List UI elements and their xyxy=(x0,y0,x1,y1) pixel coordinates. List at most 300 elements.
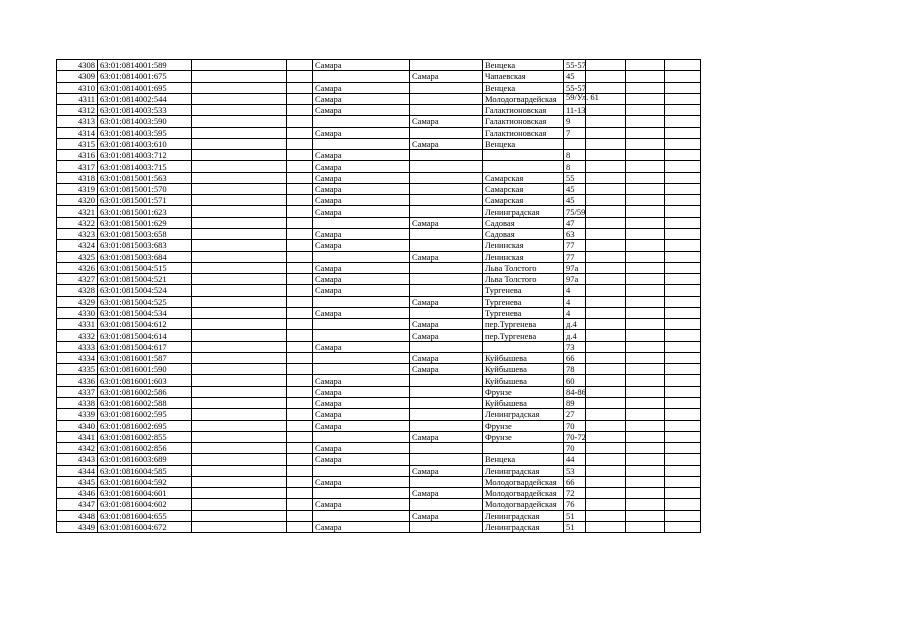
empty-cell[interactable] xyxy=(287,476,313,487)
cadastral-number-cell[interactable]: 63:01:0815003:658 xyxy=(98,228,192,239)
empty-cell[interactable] xyxy=(192,274,287,285)
empty-cell[interactable] xyxy=(665,150,701,161)
street-cell[interactable]: Тургенева xyxy=(483,285,564,296)
empty-cell[interactable] xyxy=(192,105,287,116)
empty-cell[interactable] xyxy=(586,150,626,161)
street-cell[interactable]: Куйбышева xyxy=(483,375,564,386)
house-number-cell[interactable]: д.4 xyxy=(564,319,586,330)
empty-cell[interactable] xyxy=(665,172,701,183)
empty-cell[interactable] xyxy=(665,431,701,442)
empty-cell[interactable] xyxy=(192,476,287,487)
empty-cell[interactable] xyxy=(665,240,701,251)
empty-cell[interactable] xyxy=(287,499,313,510)
empty-cell[interactable] xyxy=(586,386,626,397)
city-alt-cell[interactable] xyxy=(410,228,483,239)
empty-cell[interactable] xyxy=(665,476,701,487)
empty-cell[interactable] xyxy=(586,262,626,273)
empty-cell[interactable] xyxy=(192,488,287,499)
house-number-cell[interactable]: 63 xyxy=(564,228,586,239)
empty-cell[interactable] xyxy=(586,330,626,341)
empty-cell[interactable] xyxy=(626,228,665,239)
city-cell[interactable] xyxy=(313,319,410,330)
city-alt-cell[interactable] xyxy=(410,341,483,352)
cadastral-number-cell[interactable]: 63:01:0815004:525 xyxy=(98,296,192,307)
house-number-cell[interactable]: 51 xyxy=(564,510,586,521)
street-cell[interactable]: Садовая xyxy=(483,217,564,228)
empty-cell[interactable] xyxy=(192,116,287,127)
empty-cell[interactable] xyxy=(192,499,287,510)
house-number-cell[interactable]: 55-57 xyxy=(564,60,586,71)
cadastral-number-cell[interactable]: 63:01:0814003:590 xyxy=(98,116,192,127)
row-number-cell[interactable]: 4344 xyxy=(57,465,98,476)
row-number-cell[interactable]: 4339 xyxy=(57,409,98,420)
cadastral-number-cell[interactable]: 63:01:0816001:590 xyxy=(98,364,192,375)
empty-cell[interactable] xyxy=(626,409,665,420)
house-number-cell[interactable]: д.4 xyxy=(564,330,586,341)
empty-cell[interactable] xyxy=(626,431,665,442)
empty-cell[interactable] xyxy=(626,465,665,476)
empty-cell[interactable] xyxy=(626,476,665,487)
row-number-cell[interactable]: 4349 xyxy=(57,521,98,532)
house-number-cell[interactable]: 78 xyxy=(564,364,586,375)
empty-cell[interactable] xyxy=(665,386,701,397)
empty-cell[interactable] xyxy=(586,183,626,194)
empty-cell[interactable] xyxy=(626,499,665,510)
empty-cell[interactable] xyxy=(665,82,701,93)
house-number-cell[interactable]: 47 xyxy=(564,217,586,228)
row-number-cell[interactable]: 4345 xyxy=(57,476,98,487)
empty-cell[interactable] xyxy=(586,296,626,307)
empty-cell[interactable] xyxy=(626,71,665,82)
street-cell[interactable]: Ленинградская xyxy=(483,521,564,532)
city-cell[interactable]: Самара xyxy=(313,150,410,161)
empty-cell[interactable] xyxy=(192,431,287,442)
city-cell[interactable]: Самара xyxy=(313,240,410,251)
empty-cell[interactable] xyxy=(192,397,287,408)
empty-cell[interactable] xyxy=(287,285,313,296)
house-number-cell[interactable]: 84-86 xyxy=(564,386,586,397)
empty-cell[interactable] xyxy=(665,364,701,375)
city-cell[interactable]: Самара xyxy=(313,127,410,138)
row-number-cell[interactable]: 4309 xyxy=(57,71,98,82)
empty-cell[interactable] xyxy=(665,307,701,318)
cadastral-number-cell[interactable]: 63:01:0815001:571 xyxy=(98,195,192,206)
row-number-cell[interactable]: 4315 xyxy=(57,138,98,149)
empty-cell[interactable] xyxy=(626,386,665,397)
city-cell[interactable]: Самара xyxy=(313,341,410,352)
house-number-cell[interactable]: 11-13 xyxy=(564,105,586,116)
empty-cell[interactable] xyxy=(287,510,313,521)
city-cell[interactable]: Самара xyxy=(313,499,410,510)
cadastral-number-cell[interactable]: 63:01:0816004:592 xyxy=(98,476,192,487)
empty-cell[interactable] xyxy=(287,375,313,386)
row-number-cell[interactable]: 4313 xyxy=(57,116,98,127)
city-cell[interactable] xyxy=(313,488,410,499)
city-alt-cell[interactable] xyxy=(410,60,483,71)
row-number-cell[interactable]: 4338 xyxy=(57,397,98,408)
empty-cell[interactable] xyxy=(192,138,287,149)
city-alt-cell[interactable] xyxy=(410,93,483,104)
street-cell[interactable]: Ленинградская xyxy=(483,510,564,521)
city-cell[interactable]: Самара xyxy=(313,476,410,487)
street-cell[interactable]: Ленинградская xyxy=(483,409,564,420)
empty-cell[interactable] xyxy=(192,161,287,172)
cadastral-number-cell[interactable]: 63:01:0815001:570 xyxy=(98,183,192,194)
city-cell[interactable]: Самара xyxy=(313,262,410,273)
empty-cell[interactable] xyxy=(586,521,626,532)
house-number-cell[interactable]: 66 xyxy=(564,476,586,487)
cadastral-number-cell[interactable]: 63:01:0816002:586 xyxy=(98,386,192,397)
row-number-cell[interactable]: 4341 xyxy=(57,431,98,442)
empty-cell[interactable] xyxy=(287,341,313,352)
empty-cell[interactable] xyxy=(192,60,287,71)
row-number-cell[interactable]: 4327 xyxy=(57,274,98,285)
empty-cell[interactable] xyxy=(287,307,313,318)
empty-cell[interactable] xyxy=(626,341,665,352)
city-cell[interactable]: Самара xyxy=(313,375,410,386)
empty-cell[interactable] xyxy=(665,71,701,82)
house-number-cell[interactable]: 76 xyxy=(564,499,586,510)
empty-cell[interactable] xyxy=(626,82,665,93)
empty-cell[interactable] xyxy=(192,454,287,465)
empty-cell[interactable] xyxy=(665,319,701,330)
empty-cell[interactable] xyxy=(586,499,626,510)
house-number-cell[interactable]: 27 xyxy=(564,409,586,420)
empty-cell[interactable] xyxy=(586,431,626,442)
empty-cell[interactable] xyxy=(665,217,701,228)
city-cell[interactable]: Самара xyxy=(313,521,410,532)
empty-cell[interactable] xyxy=(626,420,665,431)
empty-cell[interactable] xyxy=(626,183,665,194)
city-cell[interactable]: Самара xyxy=(313,105,410,116)
empty-cell[interactable] xyxy=(665,60,701,71)
house-number-cell[interactable]: 8 xyxy=(564,150,586,161)
city-alt-cell[interactable] xyxy=(410,240,483,251)
cadastral-number-cell[interactable]: 63:01:0816004:602 xyxy=(98,499,192,510)
empty-cell[interactable] xyxy=(626,364,665,375)
empty-cell[interactable] xyxy=(586,172,626,183)
empty-cell[interactable] xyxy=(626,397,665,408)
row-number-cell[interactable]: 4311 xyxy=(57,93,98,104)
street-cell[interactable]: Молодогвардейская xyxy=(483,93,564,104)
cadastral-number-cell[interactable]: 63:01:0816001:603 xyxy=(98,375,192,386)
empty-cell[interactable] xyxy=(626,443,665,454)
empty-cell[interactable] xyxy=(586,127,626,138)
empty-cell[interactable] xyxy=(287,93,313,104)
street-cell[interactable] xyxy=(483,150,564,161)
empty-cell[interactable] xyxy=(665,465,701,476)
city-cell[interactable] xyxy=(313,431,410,442)
empty-cell[interactable] xyxy=(586,285,626,296)
city-cell[interactable]: Самара xyxy=(313,161,410,172)
cadastral-number-cell[interactable]: 63:01:0816003:689 xyxy=(98,454,192,465)
city-alt-cell[interactable] xyxy=(410,420,483,431)
empty-cell[interactable] xyxy=(665,274,701,285)
empty-cell[interactable] xyxy=(626,240,665,251)
empty-cell[interactable] xyxy=(586,195,626,206)
house-number-cell[interactable]: 55-57 xyxy=(564,82,586,93)
street-cell[interactable]: пер.Тургенева xyxy=(483,319,564,330)
empty-cell[interactable] xyxy=(192,307,287,318)
empty-cell[interactable] xyxy=(665,443,701,454)
city-alt-cell[interactable] xyxy=(410,183,483,194)
street-cell[interactable]: Венцека xyxy=(483,60,564,71)
city-cell[interactable]: Самара xyxy=(313,274,410,285)
house-number-cell[interactable]: 77 xyxy=(564,251,586,262)
row-number-cell[interactable]: 4312 xyxy=(57,105,98,116)
city-cell[interactable]: Самара xyxy=(313,172,410,183)
house-number-cell[interactable]: 8 xyxy=(564,161,586,172)
street-cell[interactable]: Молодогвардейская xyxy=(483,476,564,487)
empty-cell[interactable] xyxy=(665,93,701,104)
street-cell[interactable]: Ленинская xyxy=(483,251,564,262)
row-number-cell[interactable]: 4333 xyxy=(57,341,98,352)
city-alt-cell[interactable] xyxy=(410,172,483,183)
empty-cell[interactable] xyxy=(192,330,287,341)
empty-cell[interactable] xyxy=(287,262,313,273)
empty-cell[interactable] xyxy=(192,352,287,363)
empty-cell[interactable] xyxy=(287,409,313,420)
empty-cell[interactable] xyxy=(192,319,287,330)
row-number-cell[interactable]: 4318 xyxy=(57,172,98,183)
city-cell[interactable]: Самара xyxy=(313,60,410,71)
street-cell[interactable]: пер.Тургенева xyxy=(483,330,564,341)
empty-cell[interactable] xyxy=(287,105,313,116)
house-number-cell[interactable]: 4 xyxy=(564,296,586,307)
empty-cell[interactable] xyxy=(586,105,626,116)
row-number-cell[interactable]: 4346 xyxy=(57,488,98,499)
house-number-cell[interactable]: 66 xyxy=(564,352,586,363)
street-cell[interactable]: Куйбышева xyxy=(483,364,564,375)
row-number-cell[interactable]: 4342 xyxy=(57,443,98,454)
empty-cell[interactable] xyxy=(626,285,665,296)
street-cell[interactable]: Галактионовская xyxy=(483,105,564,116)
empty-cell[interactable] xyxy=(665,499,701,510)
empty-cell[interactable] xyxy=(626,195,665,206)
street-cell[interactable]: Льва Толстого xyxy=(483,262,564,273)
empty-cell[interactable] xyxy=(192,183,287,194)
cadastral-number-cell[interactable]: 63:01:0814003:595 xyxy=(98,127,192,138)
city-cell[interactable] xyxy=(313,352,410,363)
empty-cell[interactable] xyxy=(192,296,287,307)
empty-cell[interactable] xyxy=(287,296,313,307)
empty-cell[interactable] xyxy=(287,206,313,217)
empty-cell[interactable] xyxy=(665,285,701,296)
cadastral-number-cell[interactable]: 63:01:0815004:524 xyxy=(98,285,192,296)
city-alt-cell[interactable] xyxy=(410,285,483,296)
cadastral-number-cell[interactable]: 63:01:0815003:684 xyxy=(98,251,192,262)
house-number-cell[interactable]: 4 xyxy=(564,285,586,296)
empty-cell[interactable] xyxy=(287,116,313,127)
empty-cell[interactable] xyxy=(665,454,701,465)
empty-cell[interactable] xyxy=(287,127,313,138)
empty-cell[interactable] xyxy=(192,228,287,239)
city-cell[interactable]: Самара xyxy=(313,443,410,454)
street-cell[interactable]: Куйбышева xyxy=(483,397,564,408)
empty-cell[interactable] xyxy=(287,161,313,172)
empty-cell[interactable] xyxy=(192,521,287,532)
empty-cell[interactable] xyxy=(665,352,701,363)
city-cell[interactable]: Самара xyxy=(313,454,410,465)
empty-cell[interactable] xyxy=(287,60,313,71)
empty-cell[interactable] xyxy=(192,375,287,386)
street-cell[interactable]: Льва Толстого xyxy=(483,274,564,285)
empty-cell[interactable] xyxy=(287,172,313,183)
empty-cell[interactable] xyxy=(287,251,313,262)
empty-cell[interactable] xyxy=(626,375,665,386)
house-number-cell[interactable] xyxy=(564,138,586,149)
city-alt-cell[interactable] xyxy=(410,82,483,93)
row-number-cell[interactable]: 4348 xyxy=(57,510,98,521)
cadastral-number-cell[interactable]: 63:01:0815001:623 xyxy=(98,206,192,217)
street-cell[interactable]: Венцека xyxy=(483,138,564,149)
house-number-cell[interactable]: 53 xyxy=(564,465,586,476)
city-cell[interactable]: Самара xyxy=(313,409,410,420)
city-alt-cell[interactable] xyxy=(410,274,483,285)
city-alt-cell[interactable] xyxy=(410,476,483,487)
empty-cell[interactable] xyxy=(665,251,701,262)
cadastral-number-cell[interactable]: 63:01:0815004:515 xyxy=(98,262,192,273)
house-number-cell[interactable]: 72 xyxy=(564,488,586,499)
street-cell[interactable]: Тургенева xyxy=(483,296,564,307)
empty-cell[interactable] xyxy=(626,510,665,521)
empty-cell[interactable] xyxy=(665,409,701,420)
row-number-cell[interactable]: 4317 xyxy=(57,161,98,172)
cadastral-number-cell[interactable]: 63:01:0815004:612 xyxy=(98,319,192,330)
empty-cell[interactable] xyxy=(586,454,626,465)
city-alt-cell[interactable]: Самара xyxy=(410,116,483,127)
row-number-cell[interactable]: 4324 xyxy=(57,240,98,251)
empty-cell[interactable] xyxy=(192,82,287,93)
city-alt-cell[interactable] xyxy=(410,409,483,420)
cadastral-number-cell[interactable]: 63:01:0816004:601 xyxy=(98,488,192,499)
house-number-cell[interactable]: 45 xyxy=(564,195,586,206)
empty-cell[interactable] xyxy=(665,195,701,206)
empty-cell[interactable] xyxy=(626,217,665,228)
house-number-cell[interactable]: 45 xyxy=(564,183,586,194)
city-cell[interactable]: Самара xyxy=(313,228,410,239)
cadastral-number-cell[interactable]: 63:01:0814001:589 xyxy=(98,60,192,71)
city-cell[interactable] xyxy=(313,510,410,521)
empty-cell[interactable] xyxy=(626,454,665,465)
empty-cell[interactable] xyxy=(586,138,626,149)
city-alt-cell[interactable]: Самара xyxy=(410,217,483,228)
row-number-cell[interactable]: 4310 xyxy=(57,82,98,93)
row-number-cell[interactable]: 4314 xyxy=(57,127,98,138)
cadastral-number-cell[interactable]: 63:01:0816002:695 xyxy=(98,420,192,431)
street-cell[interactable]: Молодогвардейская xyxy=(483,488,564,499)
cadastral-number-cell[interactable]: 63:01:0816002:855 xyxy=(98,431,192,442)
street-cell[interactable]: Ленинградская xyxy=(483,465,564,476)
street-cell[interactable]: Самарская xyxy=(483,183,564,194)
empty-cell[interactable] xyxy=(626,251,665,262)
city-cell[interactable]: Самара xyxy=(313,386,410,397)
city-alt-cell[interactable] xyxy=(410,386,483,397)
street-cell[interactable]: Галактионовская xyxy=(483,116,564,127)
cadastral-number-cell[interactable]: 63:01:0814001:695 xyxy=(98,82,192,93)
city-cell[interactable] xyxy=(313,330,410,341)
empty-cell[interactable] xyxy=(287,240,313,251)
house-number-cell[interactable]: 70 xyxy=(564,443,586,454)
empty-cell[interactable] xyxy=(586,420,626,431)
empty-cell[interactable] xyxy=(586,352,626,363)
city-alt-cell[interactable]: Самара xyxy=(410,488,483,499)
empty-cell[interactable] xyxy=(626,150,665,161)
city-cell[interactable] xyxy=(313,465,410,476)
city-alt-cell[interactable]: Самара xyxy=(410,71,483,82)
empty-cell[interactable] xyxy=(287,352,313,363)
street-cell[interactable]: Куйбышева xyxy=(483,352,564,363)
cadastral-number-cell[interactable]: 63:01:0815004:617 xyxy=(98,341,192,352)
empty-cell[interactable] xyxy=(586,161,626,172)
empty-cell[interactable] xyxy=(665,161,701,172)
empty-cell[interactable] xyxy=(287,386,313,397)
empty-cell[interactable] xyxy=(586,488,626,499)
empty-cell[interactable] xyxy=(287,150,313,161)
street-cell[interactable] xyxy=(483,341,564,352)
cadastral-number-cell[interactable]: 63:01:0814003:715 xyxy=(98,161,192,172)
empty-cell[interactable] xyxy=(586,274,626,285)
street-cell[interactable]: Тургенева xyxy=(483,307,564,318)
city-cell[interactable]: Самара xyxy=(313,195,410,206)
city-alt-cell[interactable] xyxy=(410,454,483,465)
cadastral-number-cell[interactable]: 63:01:0816004:672 xyxy=(98,521,192,532)
row-number-cell[interactable]: 4334 xyxy=(57,352,98,363)
cadastral-number-cell[interactable]: 63:01:0815001:563 xyxy=(98,172,192,183)
empty-cell[interactable] xyxy=(626,330,665,341)
cadastral-number-cell[interactable]: 63:01:0814003:533 xyxy=(98,105,192,116)
row-number-cell[interactable]: 4326 xyxy=(57,262,98,273)
empty-cell[interactable] xyxy=(287,420,313,431)
house-number-cell[interactable]: 55 xyxy=(564,172,586,183)
street-cell[interactable]: Венцека xyxy=(483,82,564,93)
house-number-cell[interactable]: 97а xyxy=(564,262,586,273)
city-cell[interactable] xyxy=(313,364,410,375)
row-number-cell[interactable]: 4337 xyxy=(57,386,98,397)
cadastral-number-cell[interactable]: 63:01:0815004:534 xyxy=(98,307,192,318)
city-alt-cell[interactable] xyxy=(410,127,483,138)
city-cell[interactable] xyxy=(313,296,410,307)
city-alt-cell[interactable] xyxy=(410,375,483,386)
street-cell[interactable]: Венцека xyxy=(483,454,564,465)
empty-cell[interactable] xyxy=(287,397,313,408)
empty-cell[interactable] xyxy=(192,443,287,454)
city-alt-cell[interactable] xyxy=(410,499,483,510)
house-number-cell[interactable]: 4 xyxy=(564,307,586,318)
house-number-cell[interactable]: 51 xyxy=(564,521,586,532)
empty-cell[interactable] xyxy=(665,488,701,499)
city-alt-cell[interactable]: Самара xyxy=(410,319,483,330)
city-cell[interactable]: Самара xyxy=(313,82,410,93)
street-cell[interactable]: Чапаевская xyxy=(483,71,564,82)
row-number-cell[interactable]: 4322 xyxy=(57,217,98,228)
street-cell[interactable]: Фрунзе xyxy=(483,386,564,397)
house-number-cell[interactable]: 9 xyxy=(564,116,586,127)
empty-cell[interactable] xyxy=(665,296,701,307)
empty-cell[interactable] xyxy=(665,116,701,127)
empty-cell[interactable] xyxy=(665,510,701,521)
street-cell[interactable]: Фрунзе xyxy=(483,431,564,442)
empty-cell[interactable] xyxy=(192,217,287,228)
empty-cell[interactable] xyxy=(626,488,665,499)
empty-cell[interactable] xyxy=(287,71,313,82)
street-cell[interactable]: Галактионовская xyxy=(483,127,564,138)
city-alt-cell[interactable] xyxy=(410,521,483,532)
row-number-cell[interactable]: 4329 xyxy=(57,296,98,307)
empty-cell[interactable] xyxy=(665,138,701,149)
empty-cell[interactable] xyxy=(586,307,626,318)
row-number-cell[interactable]: 4331 xyxy=(57,319,98,330)
